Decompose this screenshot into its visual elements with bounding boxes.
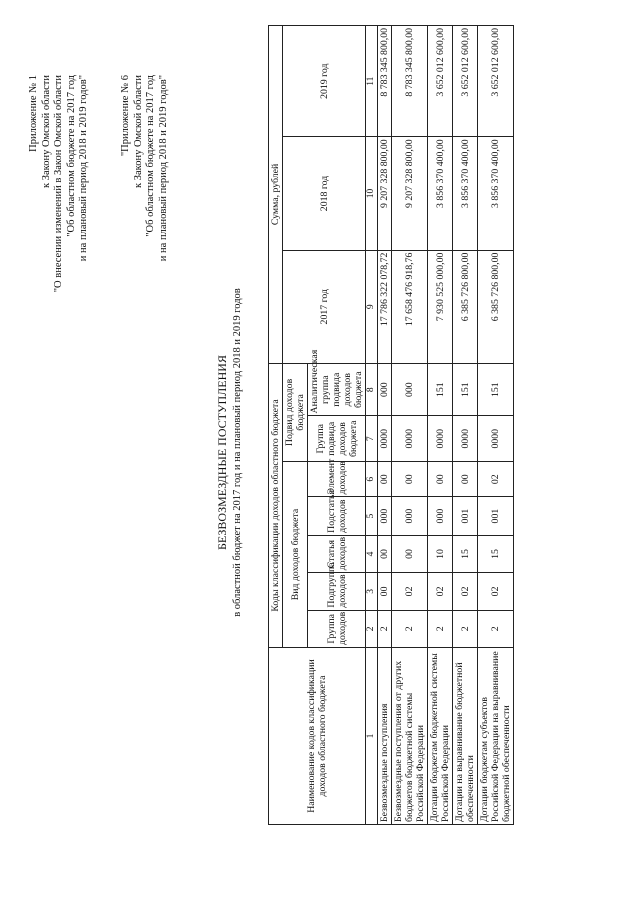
header-name: Наименование кодов классификации доходов областного бюджета: [269, 648, 366, 825]
code-group-podvid: 0000: [378, 416, 392, 462]
code-group: 2: [478, 610, 514, 647]
amount-2017: 17 786 322 078,72: [378, 250, 392, 363]
code-statya: 00: [392, 535, 428, 572]
code-analytic: 000: [392, 363, 428, 416]
code-group-podvid: 0000: [428, 416, 453, 462]
table-row: [378, 26, 392, 825]
header-codes: Коды классификации доходов областного бюджета: [269, 363, 283, 647]
code-analytic: 151: [428, 363, 453, 416]
code-group: 2: [392, 610, 428, 647]
code-subgroup: 02: [428, 573, 453, 610]
column-number: 11: [366, 26, 378, 137]
header-line: к Закону Омской области: [40, 75, 52, 189]
amount-2019: 8 783 345 800,00: [392, 26, 428, 137]
document-subtitle: в областной бюджет на 2017 год и на плановый период 2018 и 2019 годов: [232, 288, 243, 617]
row-name: Безвозмездные поступления: [378, 648, 392, 825]
header-line: "Об областном бюджете на 2017 год: [145, 75, 156, 237]
code-element: 02: [478, 462, 514, 497]
table-row: [453, 26, 478, 825]
amount-2018: 9 207 328 800,00: [378, 137, 392, 250]
header-podvid: Подвид доходов бюджета: [283, 363, 308, 461]
table-row: [392, 26, 428, 825]
code-group: 2: [428, 610, 453, 647]
table-row: [428, 26, 453, 825]
code-subgroup: 00: [378, 573, 392, 610]
code-element: 00: [428, 462, 453, 497]
amount-2018: 3 856 370 400,00: [428, 137, 453, 250]
amount-2019: 3 652 012 600,00: [428, 26, 453, 137]
revenue-table: [268, 25, 514, 825]
column-number: 3: [366, 573, 378, 610]
code-statya: 15: [453, 535, 478, 572]
column-number: 4: [366, 535, 378, 572]
amount-2019: 8 783 345 800,00: [378, 26, 392, 137]
header-group-podvid: Группа подвида доходов бюджета: [308, 416, 366, 462]
code-podstatya: 001: [478, 497, 514, 535]
header-statya: Статья доходов: [308, 535, 366, 572]
column-number: 6: [366, 462, 378, 497]
code-subgroup: 02: [478, 573, 514, 610]
row-name: Дотации бюджетам субъектов Российской Федерации на выравнивание бюджетной обеспеченности: [478, 648, 514, 825]
amount-2018: 3 856 370 400,00: [478, 137, 514, 250]
amount-2017: 6 385 726 800,00: [478, 250, 514, 363]
column-number: 7: [366, 416, 378, 462]
code-analytic: 151: [478, 363, 514, 416]
header-group: Группа доходов: [308, 610, 366, 647]
code-podstatya: 001: [453, 497, 478, 535]
header-element: Элемент доходов: [308, 462, 366, 497]
table-row: [478, 26, 514, 825]
code-group-podvid: 0000: [478, 416, 514, 462]
amount-2018: 9 207 328 800,00: [392, 137, 428, 250]
amount-2017: 7 930 525 000,00: [428, 250, 453, 363]
column-number-row: [366, 26, 378, 825]
amount-2019: 3 652 012 600,00: [453, 26, 478, 137]
appendix-header-1: [28, 75, 91, 292]
amount-2018: 3 856 370 400,00: [453, 137, 478, 250]
code-statya: 15: [478, 535, 514, 572]
code-podstatya: 000: [428, 497, 453, 535]
header-podstatya: Подстатья доходов: [308, 497, 366, 535]
code-subgroup: 02: [453, 573, 478, 610]
column-number: 9: [366, 250, 378, 363]
code-podstatya: 000: [378, 497, 392, 535]
header-subgroup: Подгруппа доходов: [308, 573, 366, 610]
header-analytic: Аналитическая группа подвида доходов бюджета: [308, 363, 366, 416]
header-amount: Сумма, рублей: [269, 26, 283, 364]
column-number: 5: [366, 497, 378, 535]
code-group: 2: [453, 610, 478, 647]
header-line: и на плановый период 2018 и 2019 годов": [157, 75, 169, 262]
header-line: и на плановый период 2018 и 2019 годов": [78, 75, 89, 262]
code-analytic: 151: [453, 363, 478, 416]
code-podstatya: 000: [392, 497, 428, 535]
header-line: "Приложение № 6: [120, 75, 131, 157]
amount-2019: 3 652 012 600,00: [478, 26, 514, 137]
appendix-header-2: [120, 75, 170, 261]
code-subgroup: 02: [392, 573, 428, 610]
header-line: к Закону Омской области: [132, 75, 144, 189]
header-line: "Об областном бюджете на 2017 год: [65, 75, 77, 237]
header-year-2019: 2019 год: [283, 26, 366, 137]
column-number: 2: [366, 610, 378, 647]
column-number: 10: [366, 137, 378, 250]
code-group-podvid: 0000: [453, 416, 478, 462]
header-line: Приложение № 1: [28, 75, 39, 152]
column-number: 8: [366, 363, 378, 416]
code-element: 00: [392, 462, 428, 497]
amount-2017: 6 385 726 800,00: [453, 250, 478, 363]
code-statya: 00: [378, 535, 392, 572]
code-analytic: 000: [378, 363, 392, 416]
code-element: 00: [378, 462, 392, 497]
code-statya: 10: [428, 535, 453, 572]
amount-2017: 17 658 476 918,76: [392, 250, 428, 363]
row-name: Дотации на выравнивание бюджетной обеспеченности: [453, 648, 478, 825]
document-title: БЕЗВОЗМЕЗДНЫЕ ПОСТУПЛЕНИЯ: [215, 355, 229, 550]
code-group-podvid: 0000: [392, 416, 428, 462]
header-vid: Вид доходов бюджета: [283, 462, 308, 648]
header-line: "О внесении изменений в Закон Омской области: [53, 75, 64, 293]
row-name: Дотации бюджетам бюджетной системы Российской Федерации: [428, 648, 453, 825]
code-group: 2: [378, 610, 392, 647]
code-element: 00: [453, 462, 478, 497]
column-number: 1: [366, 648, 378, 825]
header-year-2017: 2017 год: [283, 250, 366, 363]
row-name: Безвозмездные поступления от других бюджетов бюджетной системы Российской Федерации: [392, 648, 428, 825]
header-year-2018: 2018 год: [283, 137, 366, 250]
